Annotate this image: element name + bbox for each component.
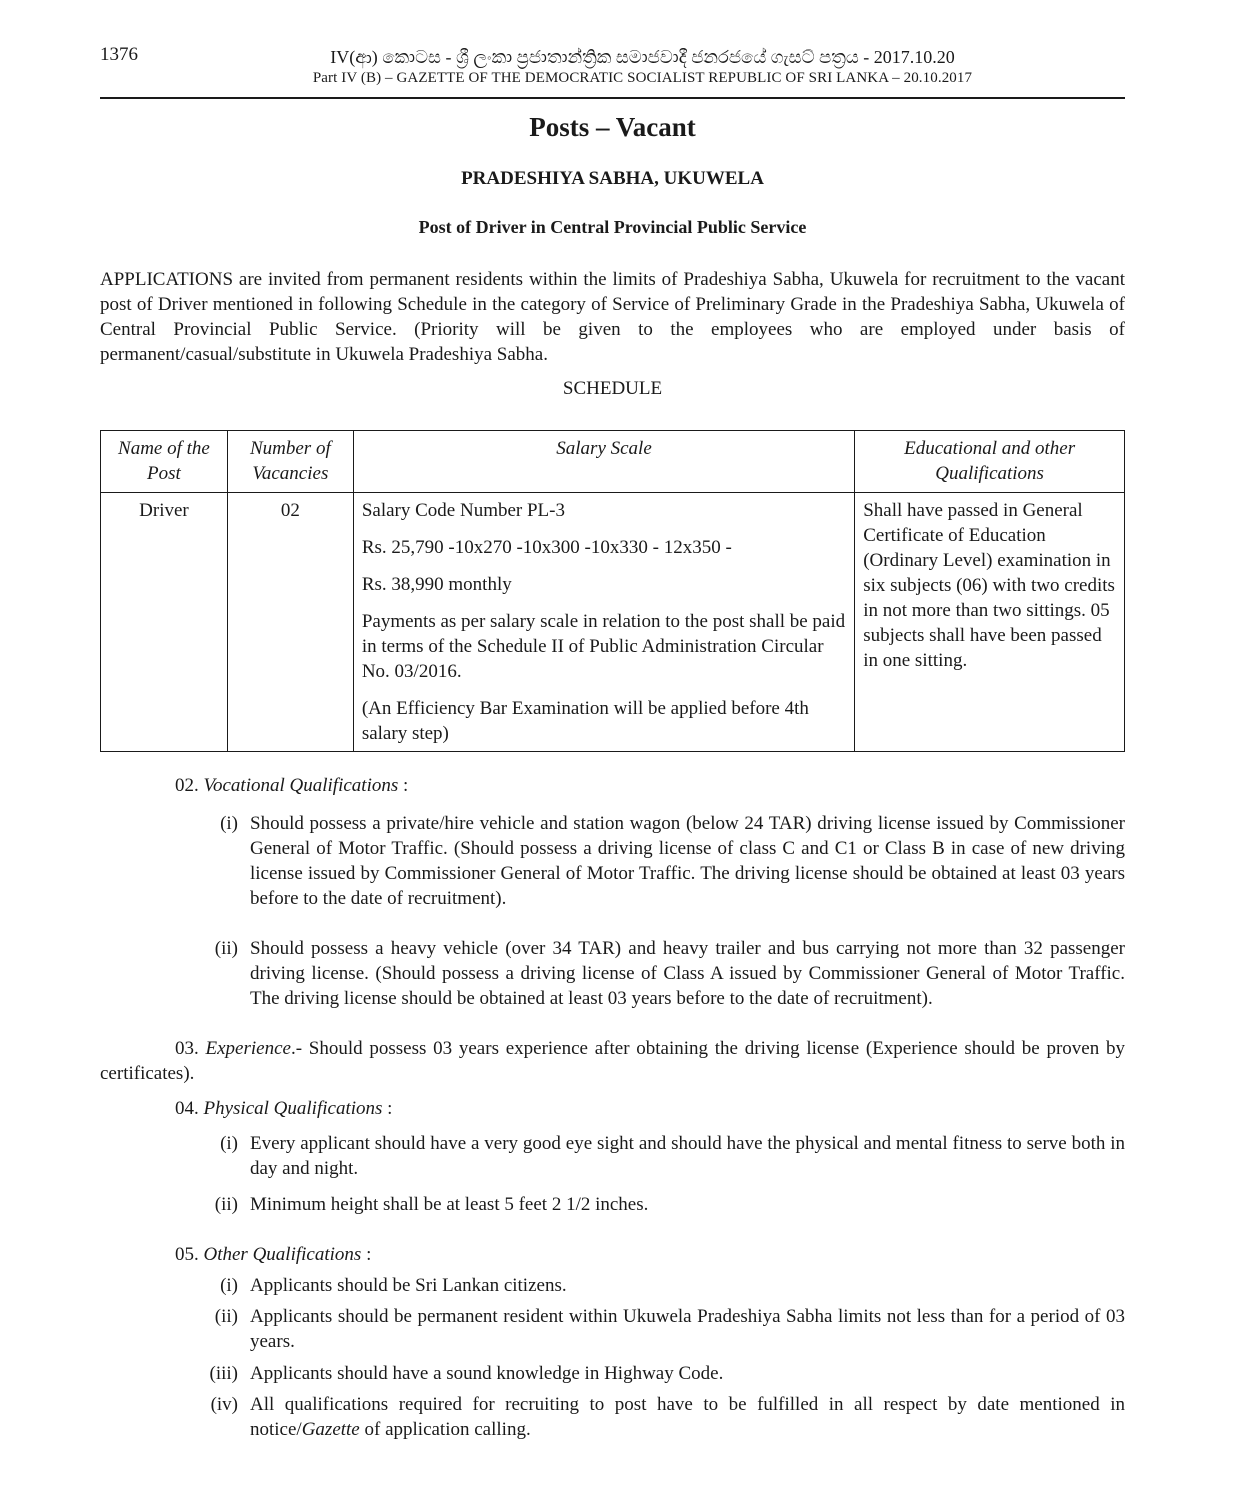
- section-number: 05.: [175, 1244, 199, 1265]
- table-row: [101, 493, 1125, 752]
- section-number: 04.: [175, 1098, 199, 1119]
- item-number: (i): [220, 813, 238, 834]
- section-title: Other Qualifications: [203, 1244, 362, 1265]
- item-number: (iii): [209, 1363, 238, 1384]
- header-post: Name of the Post: [101, 431, 228, 493]
- item-text: Applicants should be Sri Lankan citizens.: [250, 1275, 567, 1296]
- salary-monthly: Rs. 38,990 monthly: [361, 574, 512, 595]
- item-text: Every applicant should have a very good eye sight and should have the physical and mental fitness to serve both in day and night.: [250, 1133, 1125, 1179]
- section-other-heading: [100, 1242, 1125, 1267]
- section-number: 03.: [175, 1038, 199, 1059]
- item-number: (ii): [214, 938, 238, 959]
- item-text: Should possess a heavy vehicle (over 34 TAR) and heavy trailer and bus carrying not more than 32 passenger driving license. (Should possess a driving license of Class A issued by Commissioner General of Motor Traffic. The driving license should be obtained at least 03 years before to the date of recruitment).: [250, 938, 1125, 1009]
- section-text: .- Should possess 03 years experience after obtaining the driving license (Experience should be proven by certificates).: [100, 1038, 1125, 1084]
- item-number: (ii): [214, 1306, 238, 1327]
- item-text-part: All qualifications required for recruiting to post have to be fulfilled in all respect by date mentioned in notice/: [250, 1394, 1125, 1440]
- item-number: (ii): [214, 1194, 238, 1215]
- salary-payments: Payments as per salary scale in relation to the post shall be paid in terms of the Schedule II of Public Administration Circular No. 03/2016.: [361, 611, 846, 682]
- cell-vacancies: 02: [227, 493, 353, 752]
- header-sinhala: IV(ආ) කොටස - ශ්‍රී ලංකා ප්‍රජාතාන්ත්‍රික සමාජවාදී ජනරජයේ ගැසට් පත්‍රය - 2017.10.20: [330, 47, 955, 67]
- item-text: Should possess a private/hire vehicle and station wagon (below 24 TAR) driving license issued by Commissioner General of Motor Traffic. (Should possess a driving license of class C and C1 or Class B in case of new driving license issued by Commissioner General of Motor Traffic. The driving license should be obtained at least 03 years before to the date of recruitment).: [250, 813, 1125, 909]
- header-rule: [100, 97, 1125, 99]
- section-title: Experience: [205, 1038, 291, 1059]
- item-text: [250, 1392, 1125, 1442]
- cell-salary: [353, 493, 854, 752]
- cell-qualifications: Shall have passed in General Certificate of Education (Ordinary Level) examination in six subjects (06) with two credits in not more than two sittings. 05 subjects shall have been passed in one sitting.: [855, 493, 1125, 752]
- header-salary: Salary Scale: [353, 431, 854, 493]
- item-number: (iv): [210, 1394, 238, 1415]
- schedule-label: SCHEDULE: [562, 378, 663, 399]
- page-title: Posts – Vacant: [529, 112, 696, 142]
- section-suffix: :: [403, 775, 409, 796]
- section-suffix: :: [366, 1244, 372, 1265]
- header-vacancies: Number of Vacancies: [227, 431, 353, 493]
- item-text-part: of application calling.: [359, 1419, 531, 1440]
- table-header-row: [101, 431, 1125, 493]
- section-physical-heading: [100, 1096, 1125, 1121]
- item-number: (i): [220, 1133, 238, 1154]
- salary-efficiency-bar: (An Efficiency Bar Examination will be applied before 4th salary step): [361, 698, 809, 744]
- authority-heading: PRADESHIYA SABHA, UKUWELA: [461, 168, 764, 189]
- intro-paragraph: APPLICATIONS are invited from permanent residents within the limits of Pradeshiya Sabha, Ukuwela for recruitment to the vacant post of Driver mentioned in following Schedule in the category of Service of Preliminary Grade in the Pradeshiya Sabha, Ukuwela of Central Provincial Public Service. (Priority will be given to the employees who are employed under basis of permanent/casual/substitute in Ukuwela Pradeshiya Sabha.: [100, 269, 1125, 365]
- post-heading: Post of Driver in Central Provincial Public Service: [418, 217, 807, 237]
- header-qualifications: Educational and other Qualifications: [855, 431, 1125, 493]
- section-number: 02.: [175, 775, 199, 796]
- schedule-table: [100, 430, 1125, 752]
- item-text-italic: Gazette: [301, 1419, 360, 1440]
- item-text: Applicants should have a sound knowledge in Highway Code.: [250, 1363, 724, 1384]
- section-title: Physical Qualifications: [203, 1098, 383, 1119]
- section-experience: [100, 1036, 1125, 1086]
- item-text: Minimum height shall be at least 5 feet 2 1/2 inches.: [250, 1194, 649, 1215]
- section-suffix: :: [387, 1098, 393, 1119]
- section-vocational-heading: [100, 773, 1125, 798]
- salary-scale: Rs. 25,790 -10x270 -10x300 -10x330 - 12x350 -: [361, 537, 732, 558]
- section-title: Vocational Qualifications: [203, 775, 399, 796]
- page-number: 1376: [100, 44, 138, 65]
- item-text: Applicants should be permanent resident within Ukuwela Pradeshiya Sabha limits not less than for a period of 03 years.: [250, 1306, 1125, 1352]
- header-english: Part IV (B) – GAZETTE OF THE DEMOCRATIC SOCIALIST REPUBLIC OF SRI LANKA – 20.10.2017: [312, 70, 973, 86]
- salary-code: Salary Code Number PL-3: [361, 500, 565, 521]
- cell-post: Driver: [101, 493, 228, 752]
- item-number: (i): [220, 1275, 238, 1296]
